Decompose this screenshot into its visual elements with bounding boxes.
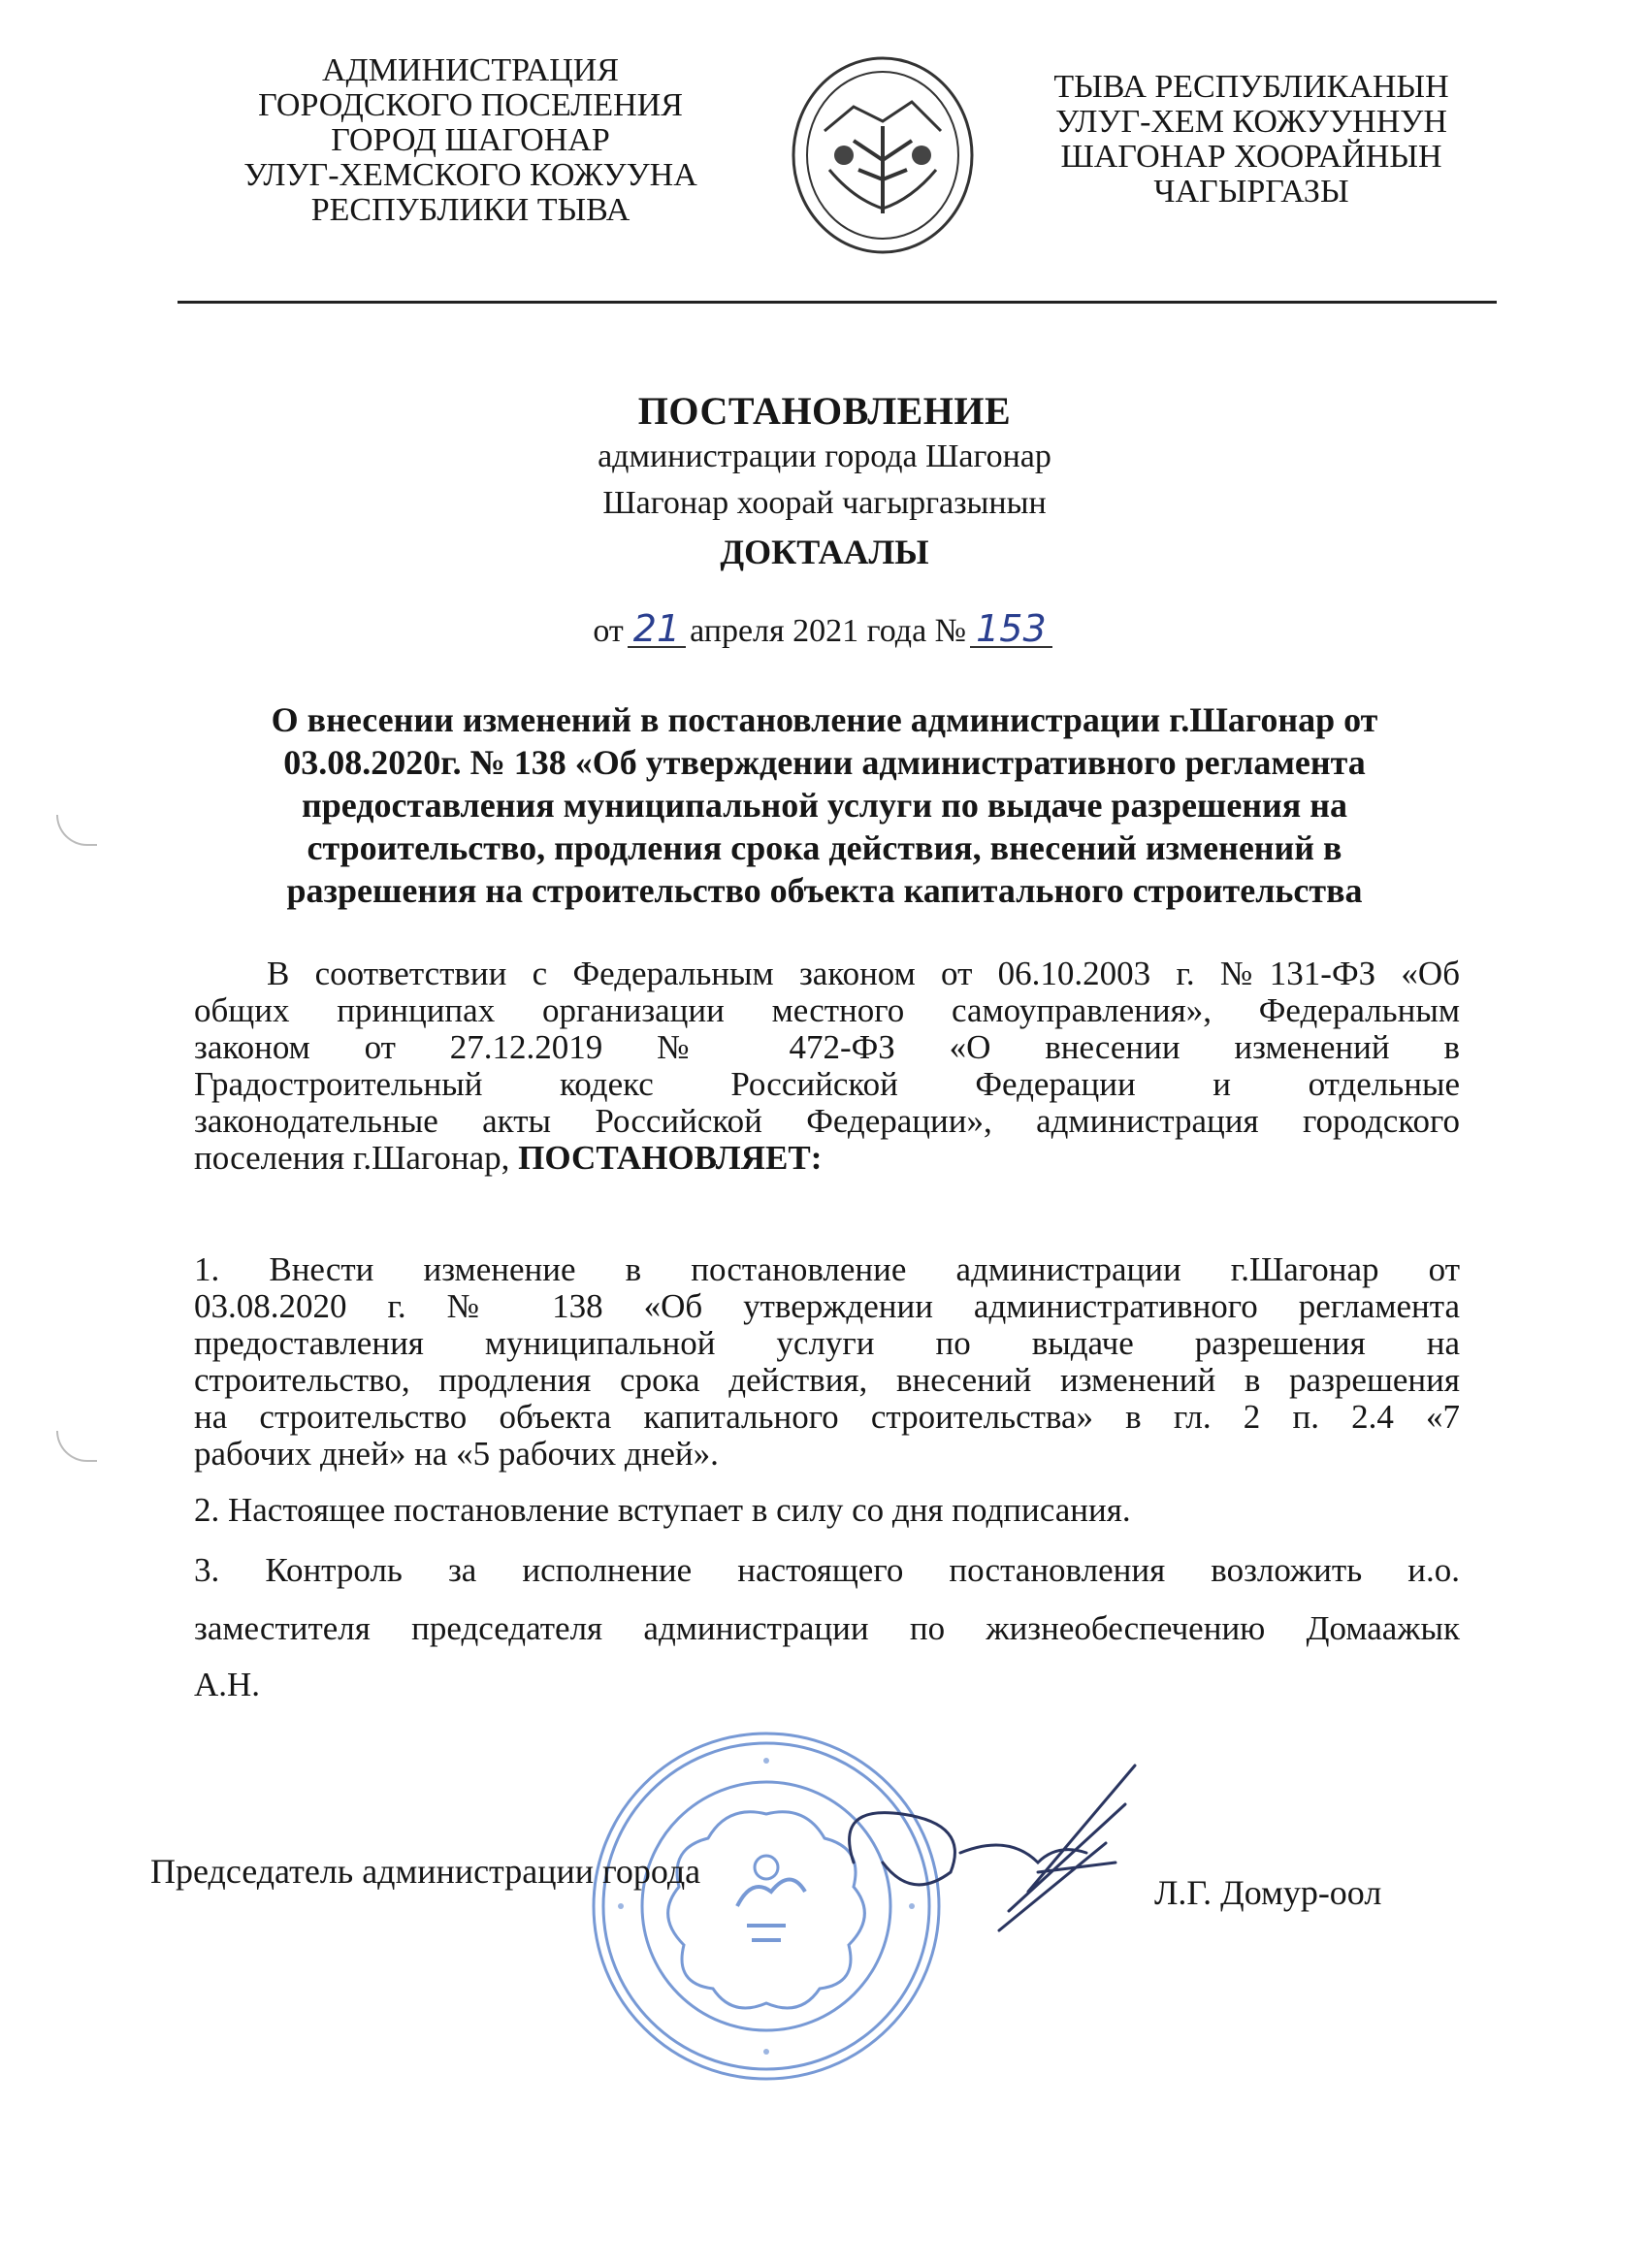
header-right-line: ШАГОНАР ХООРАЙНЫН	[1060, 139, 1442, 175]
header-right-block	[1038, 70, 1465, 210]
document-subtitle-tyv: Шагонар хоорай чагыргазынын	[602, 485, 1047, 521]
document-title-tyv: ДОКТААЛЫ	[720, 533, 929, 571]
item3-line: 3. Контроль за исполнение настоящего постановления возложить и.о.	[194, 1551, 1460, 1589]
signatory-name: Л.Г. Домур-оол	[1154, 1873, 1382, 1912]
header-right-line: УЛУГ-ХЕМ КОЖУУННУН	[1055, 104, 1447, 140]
handwritten-signature	[815, 1746, 1164, 1940]
preamble-line: Градостроительный кодекс Российской Федерации и отдельные	[194, 1065, 1460, 1103]
date-prefix: от	[593, 613, 624, 649]
header-left-block	[238, 53, 703, 228]
margin-mark	[56, 815, 97, 846]
subject-line: строительство, продления срока действия, внесений изменений в	[307, 828, 1342, 867]
decree-word: ПОСТАНОВЛЯЕТ:	[518, 1139, 823, 1177]
date-rest: апреля 2021 года №	[690, 613, 967, 649]
subject-line: разрешения на строительство объекта капитального строительства	[286, 871, 1363, 910]
subject-line: предоставления муниципальной услуги по выдаче разрешения на	[301, 786, 1347, 825]
date-day-handwritten: 21	[628, 611, 686, 648]
item2-text: 2. Настоящее постановление вступает в силу со дня подписания.	[194, 1491, 1131, 1529]
document-subject	[194, 698, 1455, 912]
margin-mark	[56, 1431, 97, 1462]
document-subtitle-ru: администрации города Шагонар	[598, 438, 1051, 474]
item1-line: предоставления муниципальной услуги по выдаче разрешения на	[194, 1324, 1460, 1362]
header-left-line: ГОРОДСКОГО ПОСЕЛЕНИЯ	[258, 87, 683, 123]
signature-position: Председатель администрации города	[150, 1852, 701, 1891]
header-left-line: АДМИНИСТРАЦИЯ	[322, 52, 619, 88]
header-divider	[178, 301, 1497, 304]
item1-line: на строительство объекта капитального строительства» в гл. 2 п. 2.4 «7	[194, 1398, 1460, 1436]
date-line	[0, 607, 1649, 650]
preamble-line: поселения г.Шагонар,	[194, 1139, 510, 1177]
item1-line: 1. Внести изменение в постановление администрации г.Шагонар от	[194, 1250, 1460, 1288]
preamble-line: законодательные акты Российской Федерации», администрация городского	[194, 1102, 1460, 1140]
document-number-handwritten: 153	[970, 611, 1052, 648]
subject-line: О внесении изменений в постановление администрации г.Шагонар от	[271, 700, 1378, 739]
item3-line: заместителя председателя администрации по жизнеобеспечению Домаажык	[194, 1609, 1460, 1647]
preamble-line: общих принципах организации местного самоуправления», Федеральным	[194, 991, 1460, 1029]
header-left-line: ГОРОД ШАГОНАР	[331, 122, 610, 158]
preamble-line: законом от 27.12.2019 № 472-ФЗ «О внесении изменений в	[194, 1028, 1460, 1066]
coat-of-arms-emblem	[786, 53, 980, 257]
item1-line: строительство, продления срока действия, внесений изменений в разрешения	[194, 1361, 1460, 1399]
preamble-line: В соответствии с Федеральным законом от 06.10.2003 г. №131-ФЗ «Об	[267, 955, 1460, 992]
header-right-line: ЧАГЫРГАЗЫ	[1153, 174, 1349, 210]
header-left-line: РЕСПУБЛИКИ ТЫВА	[310, 192, 630, 228]
document-title: ПОСТАНОВЛЕНИЕ	[637, 389, 1012, 433]
header-left-line: УЛУГ-ХЕМСКОГО КОЖУУНА	[243, 157, 697, 193]
item1-line: 03.08.2020 г. № 138 «Об утверждении административного регламента	[194, 1287, 1460, 1325]
header-right-line: ТЫВА РЕСПУБЛИКАНЫН	[1053, 69, 1449, 105]
item1-line: рабочих дней» на «5 рабочих дней».	[194, 1435, 719, 1473]
preamble-last-line	[194, 1140, 1460, 1177]
item3-line: А.Н.	[194, 1666, 261, 1703]
subject-line: 03.08.2020г. № 138 «Об утверждении административного регламента	[283, 743, 1366, 782]
